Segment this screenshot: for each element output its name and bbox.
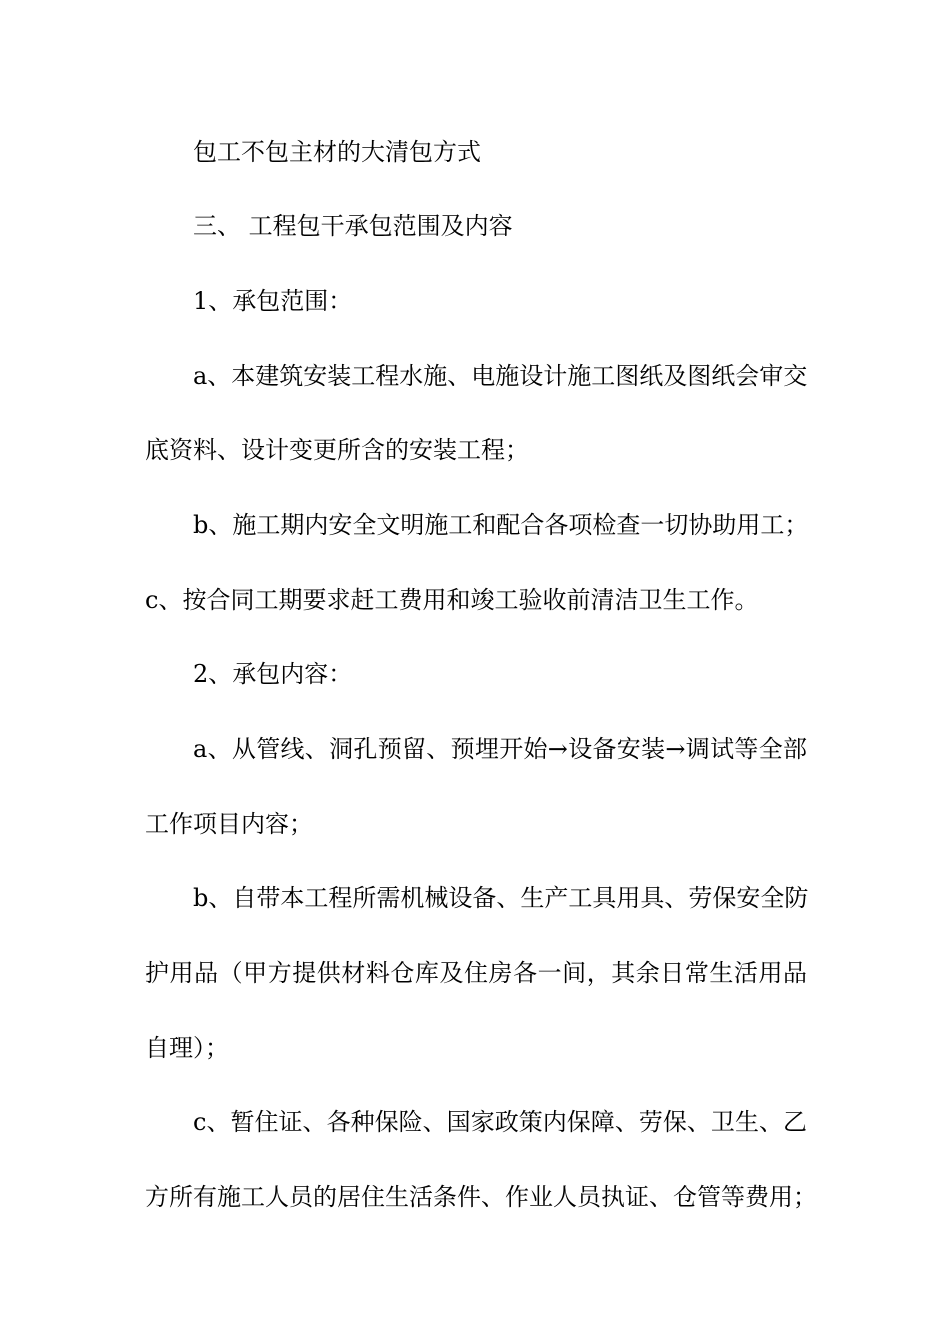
paragraph-content-c-line2: 方所有施工人员的居住生活条件、作业人员执证、仓管等费用； [145,1183,817,1211]
paragraph-content-b-line3: 自理）； [145,1034,229,1062]
paragraph-content-a-line2: 工作项目内容； [145,810,313,838]
paragraph-content-a-line1: a、从管线、洞孔预留、预埋开始→设备安装→调试等全部 [193,735,807,763]
paragraph-content-c-line1: c、暂住证、各种保险、国家政策内保障、劳保、卫生、乙 [193,1108,807,1136]
section-heading-scope: 三、 工程包干承包范围及内容 [193,212,513,240]
paragraph-contract-mode: 包工不包主材的大清包方式 [193,138,481,166]
subheading-scope: 1、承包范围： [193,287,353,315]
paragraph-content-b-line1: b、自带本工程所需机械设备、生产工具用具、劳保安全防 [193,884,809,912]
subheading-content: 2、承包内容： [193,660,353,688]
paragraph-scope-a-line2: 底资料、设计变更所含的安装工程； [145,436,529,464]
paragraph-scope-b: b、施工期内安全文明施工和配合各项检查一切协助用工； [193,511,809,539]
paragraph-scope-a-line1: a、本建筑安装工程水施、电施设计施工图纸及图纸会审交 [193,362,808,390]
paragraph-scope-c: c、按合同工期要求赶工费用和竣工验收前清洁卫生工作。 [145,586,759,614]
paragraph-content-b-line2: 护用品（甲方提供材料仓库及住房各一间，其余日常生活用品 [145,959,807,987]
